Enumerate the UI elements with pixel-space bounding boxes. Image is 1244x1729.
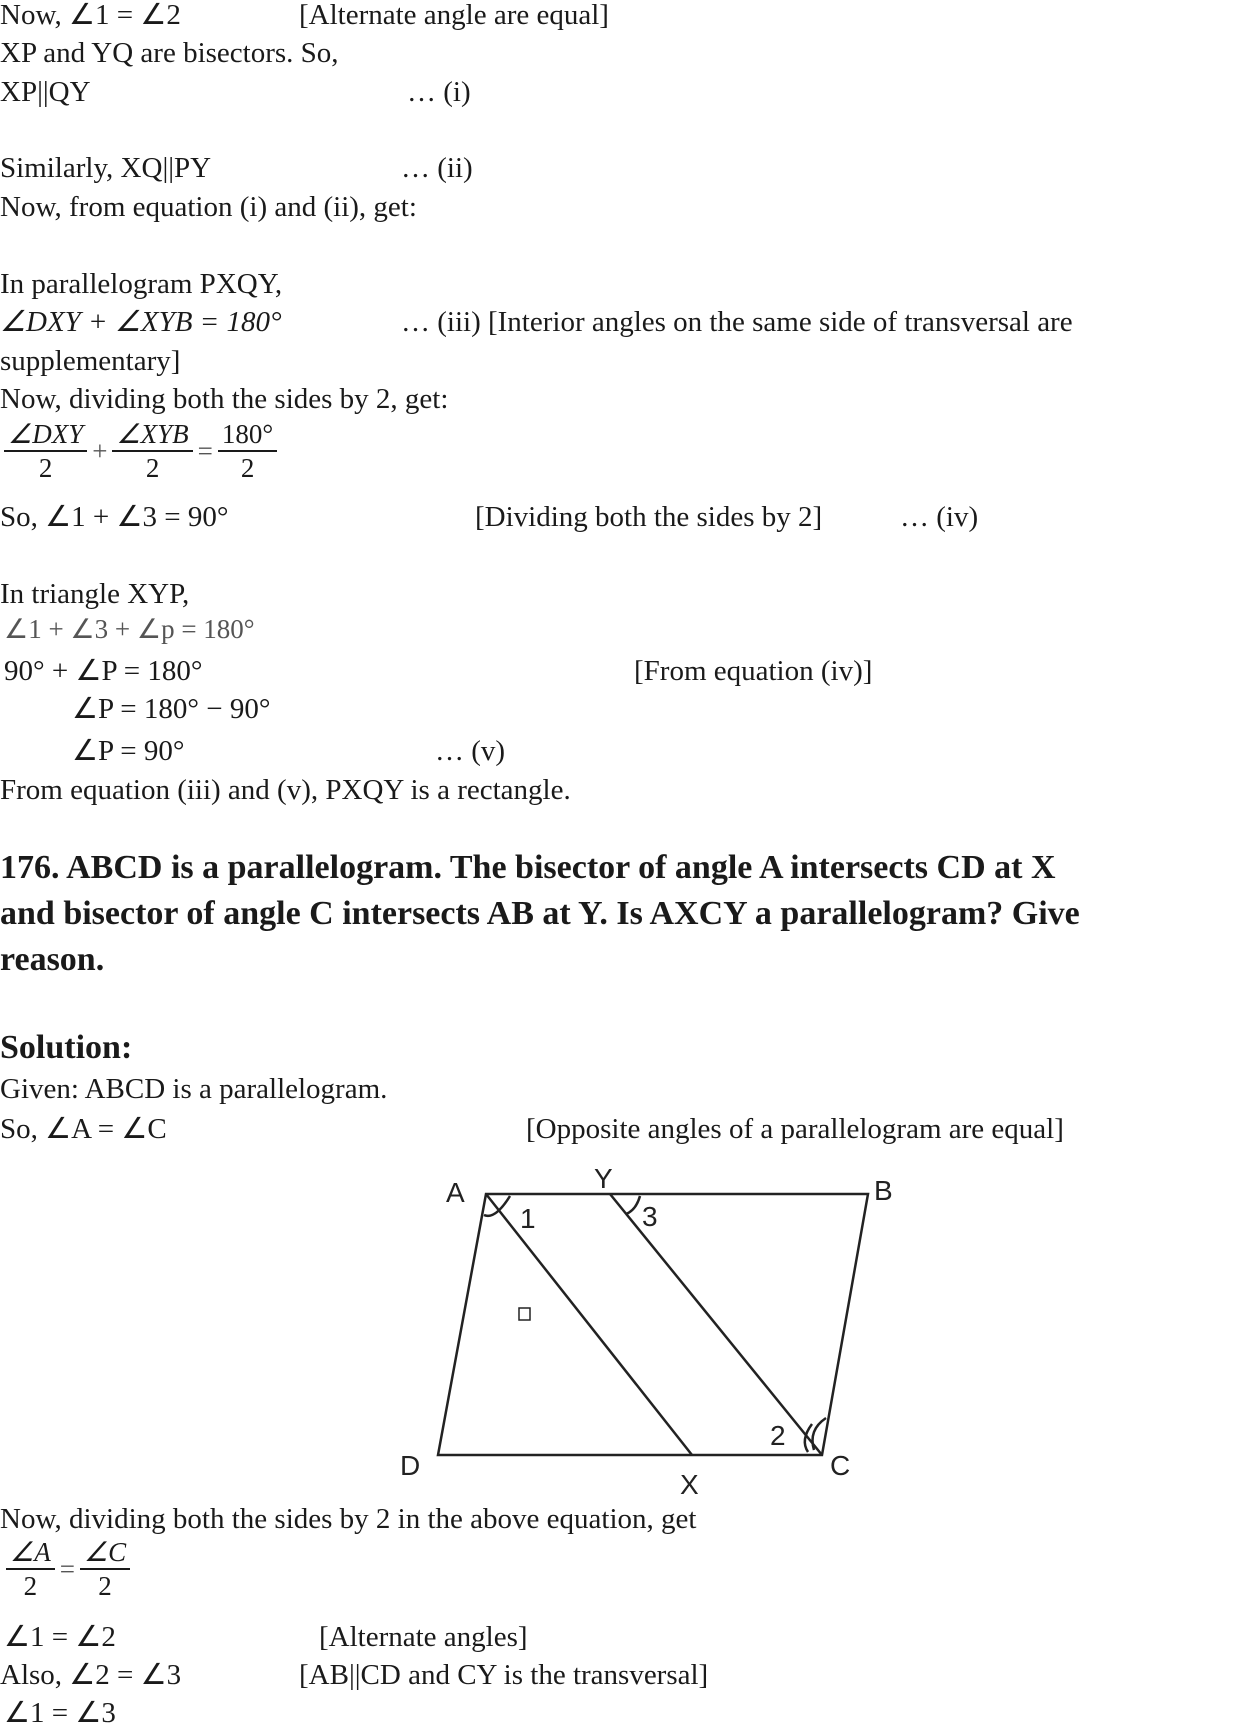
denominator: 2 xyxy=(98,1571,112,1601)
angle-label-2: 2 xyxy=(770,1420,786,1451)
text-line: … (i) xyxy=(407,76,471,108)
angle-label-1: 1 xyxy=(520,1203,536,1234)
numerator: ∠XYB xyxy=(112,418,192,452)
fraction-equation xyxy=(2,418,279,484)
equation: ∠1 = ∠3 xyxy=(4,1697,116,1729)
numerator: ∠A xyxy=(6,1536,55,1570)
angle-arc-c1 xyxy=(805,1424,812,1452)
operator: = xyxy=(59,1553,75,1584)
angle-arc-a xyxy=(484,1196,510,1216)
fraction-equation xyxy=(4,1536,132,1602)
denominator: 2 xyxy=(38,453,53,483)
text-line: Now, ∠1 = ∠2 xyxy=(0,0,181,31)
text-line: [Opposite angles of a parallelogram are equal] xyxy=(526,1113,1064,1145)
equation: ∠1 = ∠2 xyxy=(4,1621,116,1653)
question-heading: reason. xyxy=(0,941,105,978)
solution-heading: Solution: xyxy=(0,1029,133,1066)
text-line: Similarly, XQ||PY xyxy=(0,152,212,184)
label-a: A xyxy=(446,1177,465,1208)
text-line: … (ii) xyxy=(401,152,473,184)
operator: = xyxy=(197,435,213,466)
equation: ∠P = 90° xyxy=(72,735,185,767)
numerator: ∠DXY xyxy=(4,418,87,452)
denominator: 2 xyxy=(23,1571,38,1601)
text-line: [AB||CD and CY is the transversal] xyxy=(299,1659,709,1691)
angle-arc-c2 xyxy=(813,1418,827,1450)
equation: Also, ∠2 = ∠3 xyxy=(0,1659,182,1691)
label-b: B xyxy=(874,1175,893,1206)
equation: ∠DXY + ∠XYB = 180° xyxy=(0,306,282,338)
label-c: C xyxy=(830,1450,851,1481)
text-line: In triangle XYP, xyxy=(0,578,190,610)
parallelogram-abcd xyxy=(438,1194,868,1455)
numerator: 180° xyxy=(218,418,277,452)
text-line: … (v) xyxy=(435,735,506,767)
text-line: XP||QY xyxy=(0,76,91,108)
denominator: 2 xyxy=(240,453,255,483)
text-line: [Dividing both the sides by 2] xyxy=(475,501,823,533)
label-x: X xyxy=(680,1469,699,1500)
text-line: In parallelogram PXQY, xyxy=(0,268,283,300)
operator: + xyxy=(92,435,108,466)
equation: ∠1 + ∠3 + ∠p = 180° xyxy=(4,614,255,644)
text-line: [Alternate angle are equal] xyxy=(299,0,609,31)
numerator: ∠C xyxy=(80,1536,130,1570)
equation: 90° + ∠P = 180° xyxy=(4,655,203,687)
equation: ∠P = 180° − 90° xyxy=(72,693,271,725)
text-line: XP and YQ are bisectors. So, xyxy=(0,37,339,69)
question-heading: and bisector of angle C intersects AB at Y. Is AXCY a parallelogram? Give xyxy=(0,895,1080,932)
text-line: Now, dividing both the sides by 2 in the above equation, get xyxy=(0,1503,697,1535)
text-line: [Alternate angles] xyxy=(319,1621,528,1653)
text-line: So, ∠1 + ∠3 = 90° xyxy=(0,501,229,533)
text-line: Given: ABCD is a parallelogram. xyxy=(0,1073,388,1105)
text-line: So, ∠A = ∠C xyxy=(0,1113,167,1145)
label-d: D xyxy=(400,1450,421,1481)
bisector-ax xyxy=(486,1194,692,1455)
question-heading: 176. ABCD is a parallelogram. The bisector of angle A intersects CD at X xyxy=(0,849,1056,886)
text-line: From equation (iii) and (v), PXQY is a rectangle. xyxy=(0,774,571,806)
text-line: Now, from equation (i) and (ii), get: xyxy=(0,191,417,223)
angle-arc-y xyxy=(626,1196,640,1214)
label-y: Y xyxy=(594,1163,613,1194)
angle-label-3: 3 xyxy=(642,1201,658,1232)
text-line: [From equation (iv)] xyxy=(634,655,873,687)
text-line: Now, dividing both the sides by 2, get: xyxy=(0,383,449,415)
text-line: supplementary] xyxy=(0,345,181,377)
bisector-cy xyxy=(610,1194,822,1455)
denominator: 2 xyxy=(145,453,160,483)
text-line: … (iv) xyxy=(900,501,979,533)
text-line: … (iii) [Interior angles on the same side of transversal are xyxy=(401,306,1073,338)
